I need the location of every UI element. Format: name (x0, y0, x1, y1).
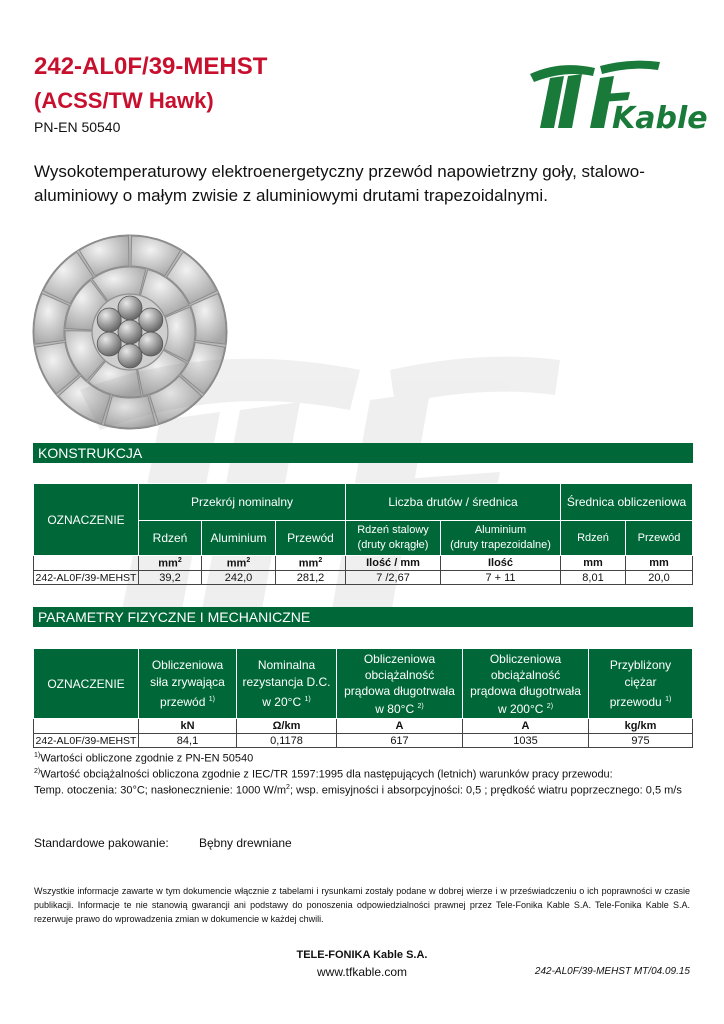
packaging-value: Bębny drewniane (199, 836, 292, 850)
sub-al-wires: Aluminium (druty trapezoidalne) (441, 521, 561, 556)
page-subtitle: (ACSS/TW Hawk) (34, 88, 214, 113)
table-row (34, 734, 693, 748)
cell-core-wires: 7 /2,67 (346, 571, 441, 585)
steel-wire (118, 296, 142, 320)
unit-weight: kg/km (589, 719, 693, 734)
unit-a80: A (337, 719, 463, 734)
physical-table (33, 648, 693, 748)
col-ampacity-200: Obliczeniowa obciążalność prądowa długotrwała w 200°C $^{2)}$ (463, 649, 589, 719)
cell-a200: 1035 (463, 734, 589, 748)
unit-empty (34, 719, 139, 734)
cell-diam-conductor: 20,0 (626, 571, 693, 585)
physical-section-header: PARAMETRY FIZYCZNE I MECHANICZNE (33, 607, 693, 627)
cell-strength: 84,1 (139, 734, 237, 748)
unit-diam-conductor: mm (626, 556, 693, 571)
unit-al-wires: Ilość (441, 556, 561, 571)
standard-reference: PN-EN 50540 (34, 119, 121, 135)
product-description: Wysokotemperaturowy elektroenergetyczny przewód napowietrzny goły, stalowo-aluminiowy o małym zwisie z aluminiowymi drutami trapezoidalnymi. (34, 162, 645, 205)
cell-resistance: 0,1178 (237, 734, 337, 748)
tfkable-logo (520, 52, 708, 136)
document-reference: 242-AL0F/39-MEHST MT/04.09.15 (534, 966, 690, 977)
col-designation: OZNACZENIE (34, 484, 139, 556)
packaging-label: Standardowe pakowanie: (34, 836, 169, 850)
sub-conductor: Przewód (276, 521, 346, 556)
footer-company: TELE-FONIKA Kable S.A. (296, 949, 428, 961)
unit-strength: kN (139, 719, 237, 734)
col-designation: OZNACZENIE (34, 649, 139, 719)
cell-designation: 242-AL0F/39-MEHST (34, 734, 139, 748)
unit-empty (34, 556, 139, 571)
footer-website[interactable]: www.tfkable.com (316, 965, 408, 979)
cell-conductor: 281,2 (276, 571, 346, 585)
footnote-2: $^{2)}$Wartość obciążalności obliczona zgodnie z IEC/TR 1597:1995 dla następujących (letnich) warunków pracy przewodu: (34, 768, 613, 781)
unit-a200: A (463, 719, 589, 734)
svg-text:Kable: Kable (612, 101, 708, 136)
construction-table (33, 483, 693, 585)
group-wires: Liczba drutów / średnica (346, 484, 561, 521)
disclaimer: Wszystkie informacje zawarte w tym dokumencie włącznie z tabelami i rysunkami zostały podane w dobrej wierze i w przeświadczeniu o ich poprawności w czasie publikacji. Informacje te nie stanowią gwarancji ani podstawy do ponoszenia odpowiedzialności prawnej przez Tele-Fonika Kable S.A. Tele-Fonika Kable S.A. rezerwuje prawo do wprowadzenia zmian w dokumencie w każdej chwili. (34, 886, 690, 924)
steel-wire (139, 308, 163, 332)
page-title: 242-AL0F/39-MEHST (34, 53, 268, 80)
unit-diam-core: mm (561, 556, 626, 571)
unit-core-wires: Ilość / mm (346, 556, 441, 571)
cell-diam-core: 8,01 (561, 571, 626, 585)
unit-core: $mm^2$ (139, 556, 202, 571)
unit-resistance: Ω/km (237, 719, 337, 734)
cell-al-wires: 7 + 11 (441, 571, 561, 585)
cell-core: 39,2 (139, 571, 202, 585)
col-weight: Przybliżony ciężar przewodu $^{1)}$ (589, 649, 693, 719)
watermark-logo (60, 330, 580, 630)
table-row (34, 571, 693, 585)
sub-diam-conductor: Przewód (626, 521, 693, 556)
sub-core-wires: Rdzeń stalowy (druty okrągłe) (346, 521, 441, 556)
footnote-1: $^{1)}$Wartości obliczone zgodnie z PN-EN 50540 (34, 752, 254, 765)
cell-designation: 242-AL0F/39-MEHST (34, 571, 139, 585)
footnote-3: Temp. otoczenia: 30°C; nasłonecznienie: 1000 $W/m^2$; wsp. emisyjności i absorpcyjności: 0,5 ; prędkość wiatru poprzecznego: 0,5 m/s (34, 784, 682, 797)
unit-conductor: $mm^2$ (276, 556, 346, 571)
sub-diam-core: Rdzeń (561, 521, 626, 556)
construction-section-header: KONSTRUKCJA (33, 443, 693, 463)
unit-aluminium: $mm^2$ (202, 556, 276, 571)
cell-a80: 617 (337, 734, 463, 748)
sub-core: Rdzeń (139, 521, 202, 556)
sub-aluminium: Aluminium (202, 521, 276, 556)
steel-wire (97, 308, 121, 332)
cell-aluminium: 242,0 (202, 571, 276, 585)
col-resistance: Nominalna rezystancja D.C. w 20°C $^{1)}$ (237, 649, 337, 719)
col-ampacity-80: Obliczeniowa obciążalność prądowa długotrwała w 80°C $^{2)}$ (337, 649, 463, 719)
group-cross-section: Przekrój nominalny (139, 484, 346, 521)
cell-weight: 975 (589, 734, 693, 748)
group-diameter: Średnica obliczeniowa (561, 484, 693, 521)
col-strength: Obliczeniowa siła zrywająca przewód $^{1)}$ (139, 649, 237, 719)
